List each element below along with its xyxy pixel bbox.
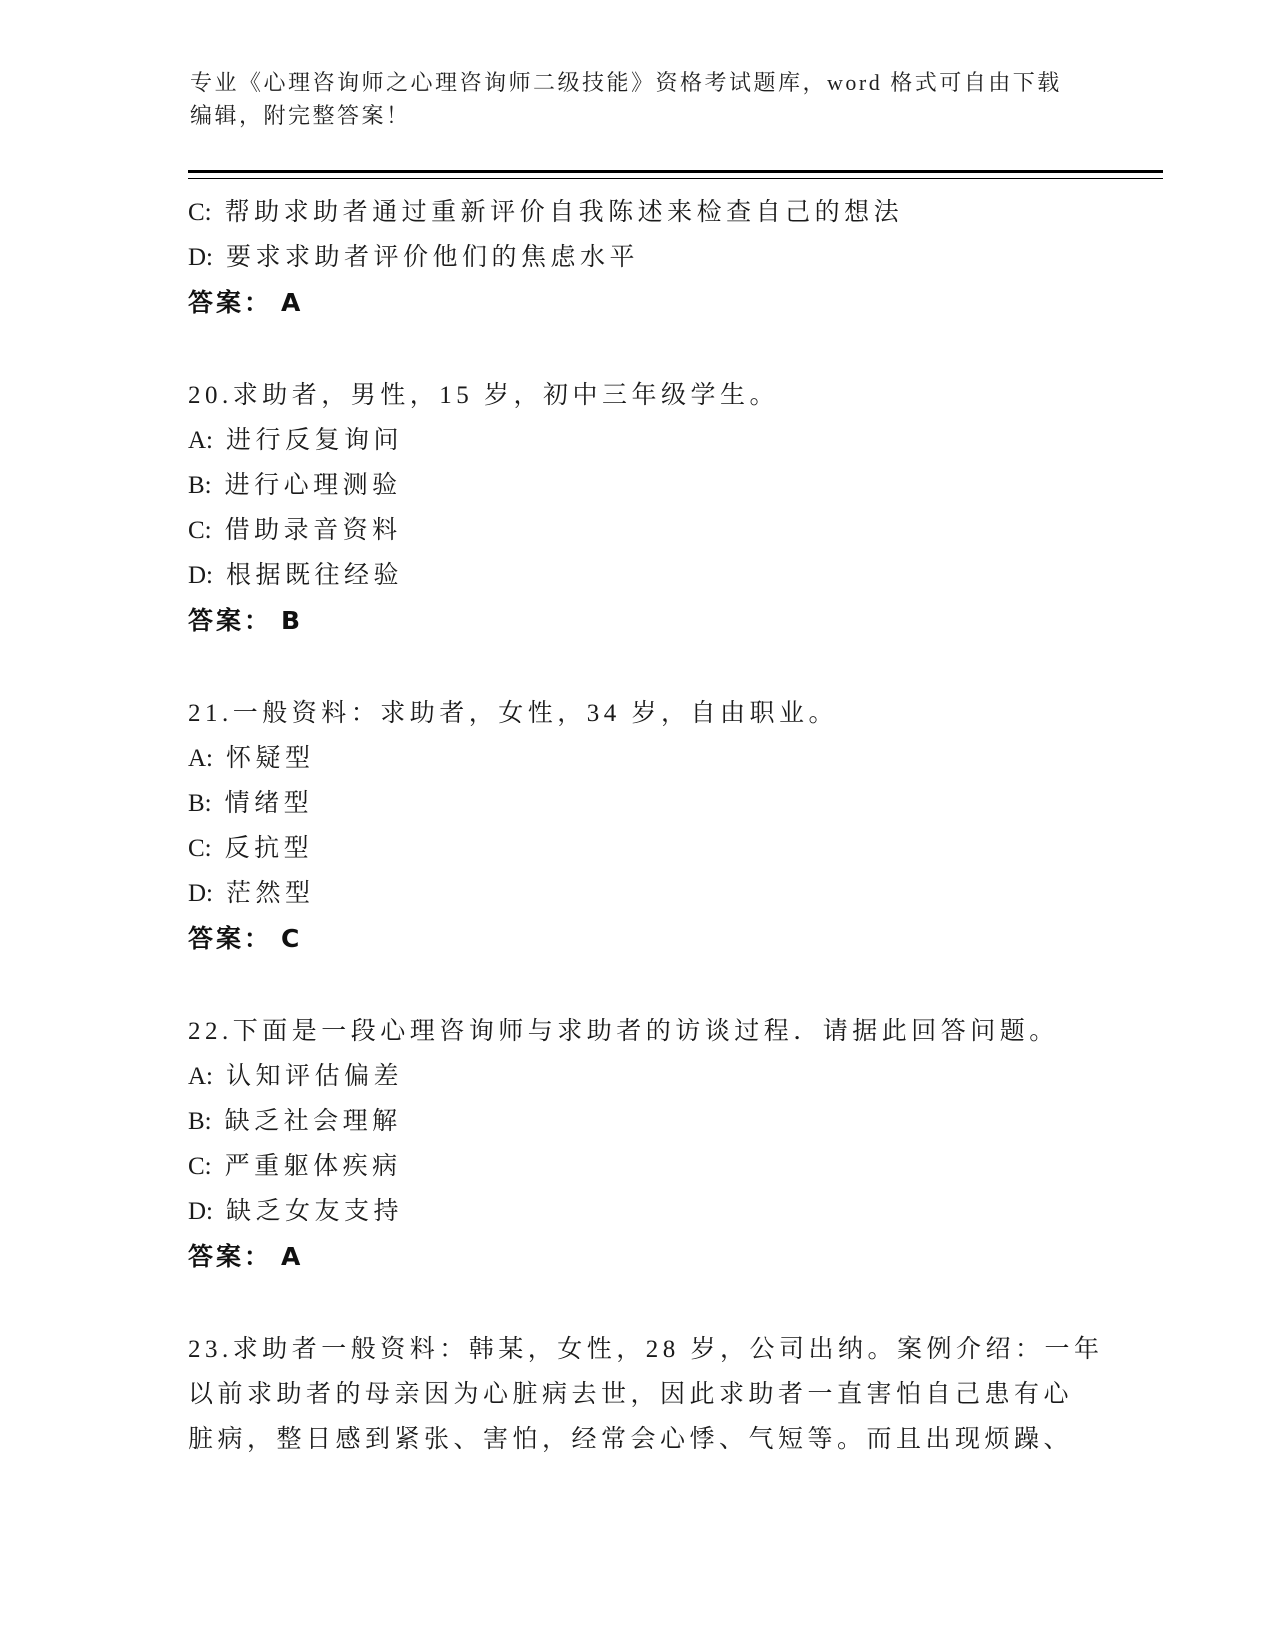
answer-value: A: [281, 1242, 304, 1271]
option-label: D:: [188, 880, 213, 907]
option-label: B:: [188, 472, 212, 499]
answer-value: B: [281, 606, 304, 635]
option-text: 根据既往经验: [226, 562, 404, 589]
option-text: 缺乏女友支持: [226, 1198, 404, 1225]
option-line: [188, 1099, 1178, 1144]
question-stem-line-2: 以前求助者的母亲因为心脏病去世，因此求助者一直害怕自己患有心: [188, 1381, 1074, 1408]
option-text: 反抗型: [224, 835, 314, 862]
answer-line: [188, 280, 1178, 325]
option-text: 要求求助者评价他们的焦虑水平: [226, 244, 640, 271]
option-label: D:: [188, 244, 213, 271]
option-line: [188, 190, 1178, 235]
option-label: C:: [188, 1153, 212, 1180]
option-label: C:: [188, 835, 212, 862]
option-text: 缺乏社会理解: [224, 1108, 402, 1135]
option-text: 情绪型: [224, 790, 314, 817]
option-label: A:: [188, 427, 213, 454]
answer-line: [188, 916, 1178, 961]
question-stem: 22.下面是一段心理咨询师与求助者的访谈过程．请据此回答问题。: [188, 1018, 1059, 1045]
option-line: [188, 1054, 1178, 1099]
answer-label: 答案：: [188, 1242, 273, 1271]
option-line: [188, 781, 1178, 826]
answer-line: [188, 1234, 1178, 1279]
option-text: 认知评估偏差: [226, 1063, 404, 1090]
option-text: 严重躯体疾病: [224, 1153, 402, 1180]
header-divider: [188, 170, 1163, 179]
option-line: [188, 463, 1178, 508]
option-text: 帮助求助者通过重新评价自我陈述来检查自己的想法: [224, 199, 904, 226]
option-label: D:: [188, 562, 213, 589]
option-label: D:: [188, 1198, 213, 1225]
option-label: C:: [188, 517, 212, 544]
option-label: B:: [188, 790, 212, 817]
option-text: 怀疑型: [226, 745, 315, 772]
question-block-20: [188, 373, 1178, 643]
question-block-partial: [188, 190, 1178, 325]
answer-label: 答案：: [188, 606, 273, 635]
answer-value: A: [281, 288, 304, 317]
question-block-22: [188, 1009, 1178, 1279]
answer-label: 答案：: [188, 924, 273, 953]
answer-value: C: [281, 924, 303, 953]
question-block-21: [188, 691, 1178, 961]
option-label: B:: [188, 1108, 212, 1135]
option-label: A:: [188, 745, 213, 772]
option-label: C:: [188, 199, 212, 226]
option-text: 进行反复询问: [226, 427, 404, 454]
option-label: A:: [188, 1063, 213, 1090]
option-text: 茫然型: [226, 880, 315, 907]
header-line-1: 专业《心理咨询师之心理咨询师二级技能》资格考试题库，word 格式可自由下载: [190, 70, 1062, 95]
option-line: [188, 1144, 1178, 1189]
question-stem: 20.求助者，男性，15 岁，初中三年级学生。: [188, 382, 780, 409]
option-line: [188, 508, 1178, 553]
document-body: [188, 190, 1178, 1510]
option-line: [188, 871, 1178, 916]
answer-line: [188, 598, 1178, 643]
option-line: [188, 235, 1178, 280]
option-line: [188, 1189, 1178, 1234]
option-line: [188, 418, 1178, 463]
option-text: 进行心理测验: [224, 472, 402, 499]
page-header: [190, 66, 1090, 132]
question-stem-line-3: 脏病，整日感到紧张、害怕，经常会心悸、气短等。而且出现烦躁、: [188, 1426, 1074, 1453]
question-stem: 21.一般资料：求助者，女性，34 岁，自由职业。: [188, 700, 839, 727]
option-line: [188, 826, 1178, 871]
header-line-2: 编辑，附完整答案！: [190, 103, 411, 128]
option-line: [188, 736, 1178, 781]
question-stem-line-1: 23.求助者一般资料：韩某，女性，28 岁，公司出纳。案例介绍：一年: [188, 1336, 1104, 1363]
answer-label: 答案：: [188, 288, 273, 317]
option-line: [188, 553, 1178, 598]
question-block-23: [188, 1327, 1178, 1462]
option-text: 借助录音资料: [224, 517, 402, 544]
